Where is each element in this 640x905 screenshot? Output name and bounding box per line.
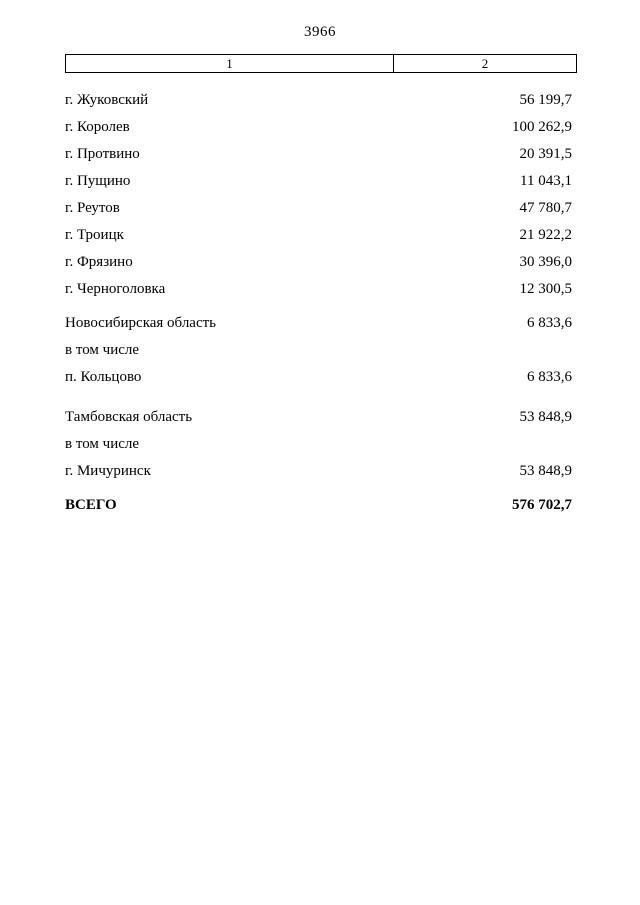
row-value: 12 300,5 — [519, 281, 572, 297]
page-number: 3966 — [304, 24, 336, 40]
row-label: г. Черноголовка — [65, 281, 166, 297]
table-row — [65, 168, 572, 195]
row-label: г. Реутов — [65, 200, 120, 216]
table-row-total — [65, 492, 572, 519]
row-value: 56 199,7 — [519, 92, 572, 108]
table-row — [65, 141, 572, 168]
row-label: г. Фрязино — [65, 254, 133, 270]
table-row — [65, 114, 572, 141]
table-row — [65, 249, 572, 276]
row-value: 47 780,7 — [519, 200, 572, 216]
row-label: Тамбовская область — [65, 409, 193, 425]
table-row — [65, 458, 572, 485]
row-label: г. Пущино — [65, 173, 131, 189]
row-value: 6 833,6 — [527, 315, 572, 331]
row-label: Новосибирская область — [65, 315, 217, 331]
row-label: г. Протвино — [65, 146, 140, 162]
row-value: 53 848,9 — [519, 463, 572, 479]
row-label: п. Кольцово — [65, 369, 142, 385]
row-label: г. Жуковский — [65, 92, 149, 108]
row-value: 21 922,2 — [519, 227, 572, 243]
table-row — [65, 364, 572, 391]
table-row — [65, 87, 572, 114]
table-row — [65, 276, 572, 303]
row-label: в том числе — [65, 436, 140, 452]
table-row-subheading — [65, 337, 572, 364]
row-value: 100 262,9 — [512, 119, 572, 135]
row-value: 6 833,6 — [527, 369, 572, 385]
table-row-region — [65, 310, 572, 337]
table-row-subheading — [65, 431, 572, 458]
row-value: 576 702,7 — [512, 497, 572, 513]
row-value: 11 043,1 — [520, 173, 572, 189]
row-label: г. Королев — [65, 119, 130, 135]
column-header-2: 2 — [481, 55, 489, 71]
table-body — [65, 87, 572, 519]
table-row — [65, 195, 572, 222]
table-row — [65, 222, 572, 249]
row-label: г. Троицк — [65, 227, 124, 243]
row-value: 20 391,5 — [519, 146, 572, 162]
row-label: г. Мичуринск — [65, 463, 151, 479]
row-value: 53 848,9 — [519, 409, 572, 425]
row-label: в том числе — [65, 342, 140, 358]
table-row-region — [65, 404, 572, 431]
table-header-row — [65, 54, 577, 73]
row-value: 30 396,0 — [519, 254, 572, 270]
row-label: ВСЕГО — [65, 497, 117, 513]
column-header-1: 1 — [66, 55, 394, 72]
